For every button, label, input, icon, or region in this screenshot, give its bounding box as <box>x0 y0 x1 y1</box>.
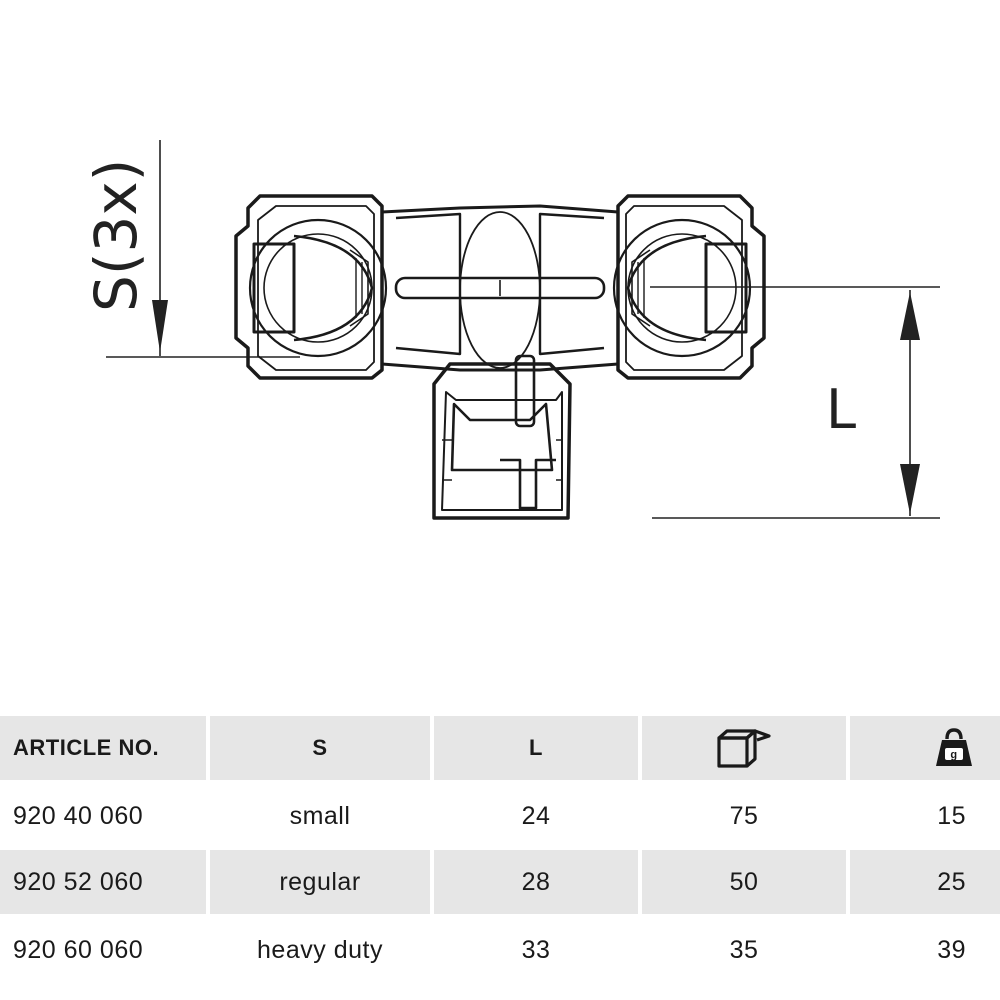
cell-weight: 25 <box>850 850 1000 914</box>
header-s: S <box>210 716 430 780</box>
cell-package: 35 <box>729 935 759 964</box>
table-row <box>0 918 1000 982</box>
cell-l: 24 <box>521 801 551 830</box>
cell-weight: 15 <box>937 801 966 830</box>
weight-unit-label: g <box>950 749 958 761</box>
cell-article: 920 60 060 <box>13 935 144 964</box>
dimension-l-label: L <box>826 378 857 441</box>
table-row <box>0 850 1000 914</box>
dimension-s-label: S(3x) <box>82 158 150 312</box>
cell-weight: 39 <box>937 935 966 964</box>
header-l: L <box>434 716 638 780</box>
tee-fitting-illustration <box>236 196 764 518</box>
cell-l: 28 <box>434 850 638 914</box>
dimension-l <box>650 287 940 518</box>
cell-l: 33 <box>521 935 551 964</box>
cell-article: 920 52 060 <box>0 850 206 914</box>
table-row <box>0 784 1000 848</box>
header-weight <box>850 716 1000 780</box>
cell-package: 75 <box>729 801 759 830</box>
table-header-row <box>0 716 1000 780</box>
cell-article: 920 40 060 <box>13 801 144 830</box>
header-article-no: ARTICLE NO. <box>0 716 206 780</box>
cell-s: small <box>289 801 351 830</box>
box-icon <box>715 726 773 770</box>
weight-icon <box>934 726 974 770</box>
cell-package: 50 <box>642 850 846 914</box>
cell-s: heavy duty <box>257 935 383 964</box>
header-package-quantity <box>642 716 846 780</box>
cell-s: regular <box>210 850 430 914</box>
